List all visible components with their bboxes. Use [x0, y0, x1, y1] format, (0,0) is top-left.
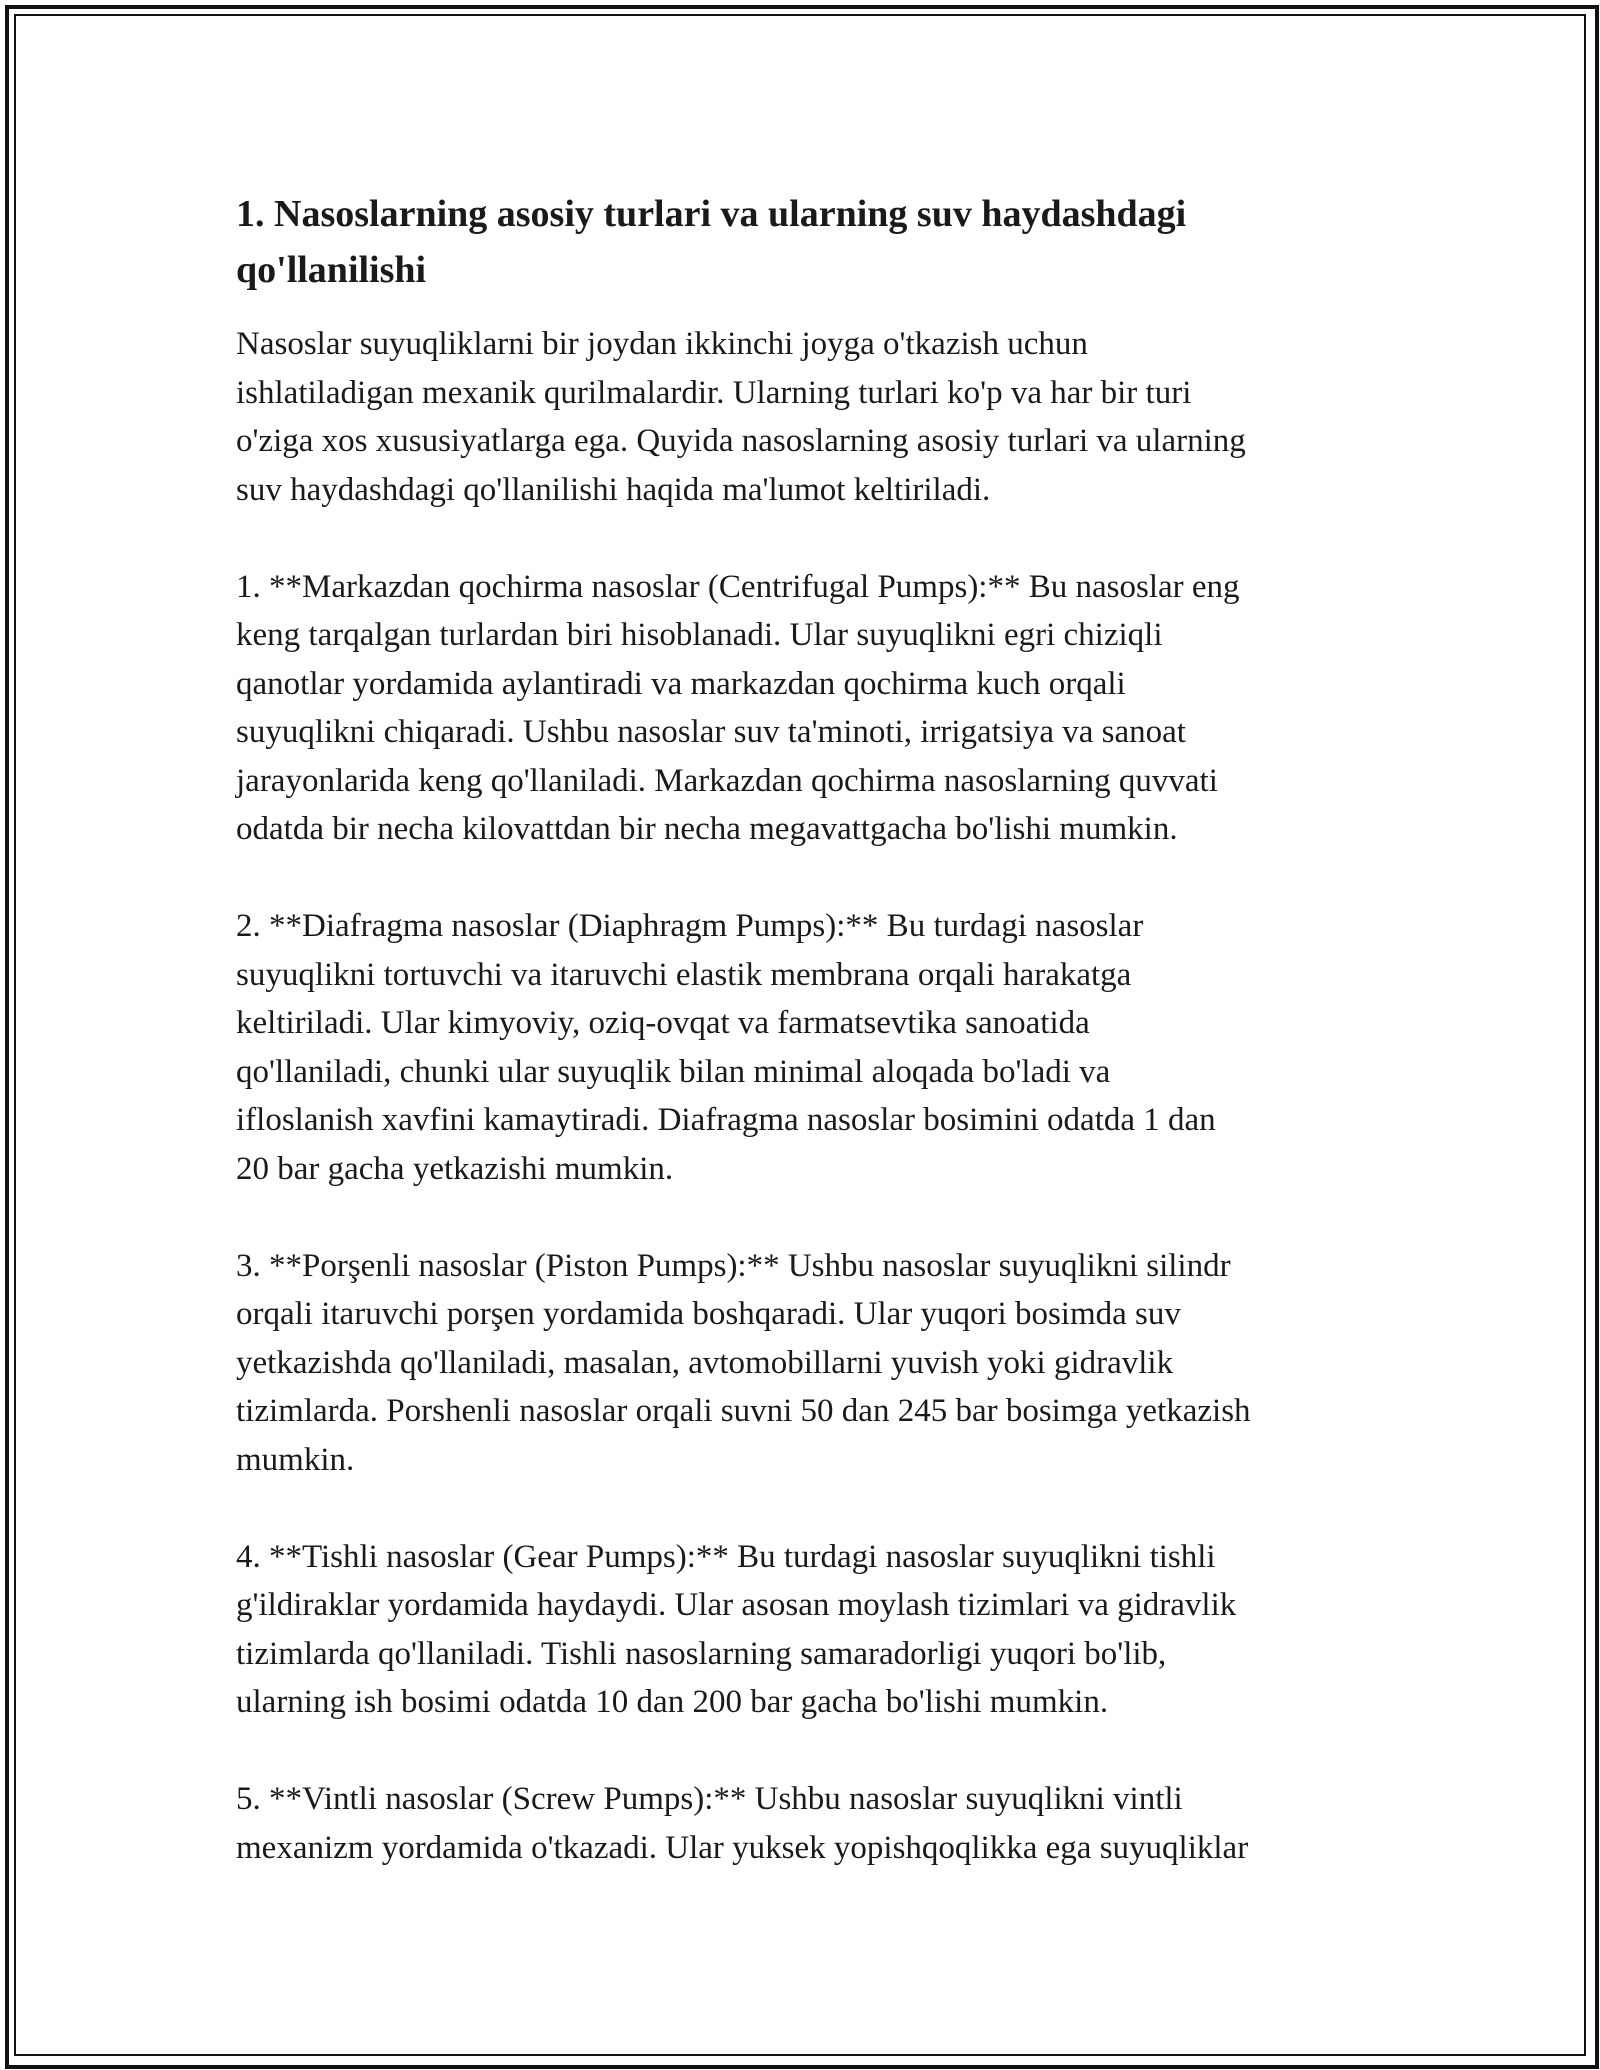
text-line: mumkin.: [236, 1441, 355, 1478]
screw-pumps-paragraph: [236, 1775, 1376, 1872]
diaphragm-pumps-paragraph: [236, 902, 1376, 1193]
text-line: 20 bar gacha yetkazishi mumkin.: [236, 1150, 674, 1187]
text-line: yetkazishda qo'llaniladi, masalan, avtomobillarni yuvish yoki gidravlik: [236, 1344, 1174, 1381]
text-line: suv haydashdagi qo'llanilishi haqida ma'lumot keltiriladi.: [236, 471, 991, 508]
text-line: g'ildiraklar yordamida haydaydi. Ular asosan moylash tizimlari va gidravlik: [236, 1587, 1237, 1623]
text-line: mexanizm yordamida o'tkazadi. Ular yuksek yopishqoqlikka ega suyuqliklar: [236, 1829, 1249, 1866]
centrifugal-pumps-paragraph: [236, 563, 1376, 854]
text-line: keltiriladi. Ular kimyoviy, oziq-ovqat va farmatsevtika sanoatida: [236, 1005, 1090, 1041]
text-line: qo'llaniladi, chunki ular suyuqlik bilan minimal aloqada bo'ladi va: [236, 1053, 1111, 1090]
text-line: qanotlar yordamida aylantiradi va markazdan qochirma kuch orqali: [236, 665, 1126, 702]
text-line: ifloslanish xavfini kamaytiradi. Diafragma nasoslar bosimini odatda 1 dan: [236, 1102, 1216, 1138]
text-line: suyuqlikni chiqaradi. Ushbu nasoslar suv ta'minoti, irrigatsiya va sanoat: [236, 714, 1186, 750]
text-line: orqali itaruvchi porşen yordamida boshqaradi. Ular yuqori bosimda suv: [236, 1296, 1181, 1332]
intro-paragraph: [236, 320, 1376, 514]
text-line: 4. **Tishli nasoslar (Gear Pumps):** Bu turdagi nasoslar suyuqlikni tishli: [236, 1538, 1216, 1575]
piston-pumps-paragraph: [236, 1242, 1376, 1485]
text-line: 5. **Vintli nasoslar (Screw Pumps):** Ushbu nasoslar suyuqlikni vintli: [236, 1781, 1183, 1817]
text-line: 1. **Markazdan qochirma nasoslar (Centrifugal Pumps):** Bu nasoslar eng: [236, 568, 1240, 605]
text-line: tizimlarda. Porshenli nasoslar orqali suvni 50 dan 245 bar bosimga yetkazish: [236, 1393, 1251, 1429]
text-line: suyuqlikni tortuvchi va itaruvchi elastik membrana orqali harakatga: [236, 956, 1132, 993]
text-line: ularning ish bosimi odatda 10 dan 200 bar gacha bo'lishi mumkin.: [236, 1684, 1109, 1720]
text-line: odatda bir necha kilovattdan bir necha megavattgacha bo'lishi mumkin.: [236, 811, 1178, 847]
text-line: jarayonlarida keng qo'llaniladi. Markazdan qochirma nasoslarning quvvati: [236, 762, 1218, 799]
title-line: 1. Nasoslarning asosiy turlari va ularning suv haydashdagi: [236, 193, 1187, 235]
text-line: Nasoslar suyuqliklarni bir joydan ikkinchi joyga o'tkazish uchun: [236, 326, 1088, 362]
gear-pumps-paragraph: [236, 1533, 1376, 1727]
text-line: tizimlarda qo'llaniladi. Tishli nasoslarning samaradorligi yuqori bo'lib,: [236, 1635, 1167, 1672]
text-line: o'ziga xos xususiyatlarga ega. Quyida nasoslarning asosiy turlari va ularning: [236, 423, 1246, 459]
text-line: 2. **Diafragma nasoslar (Diaphragm Pumps):** Bu turdagi nasoslar: [236, 908, 1144, 944]
text-line: ishlatiladigan mexanik qurilmalardir. Ularning turlari ko'p va har bir turi: [236, 374, 1192, 411]
title-line: qo'llanilishi: [236, 249, 427, 291]
text-line: keng tarqalgan turlardan biri hisoblanadi. Ular suyuqlikni egri chiziqli: [236, 617, 1163, 653]
text-line: 3. **Porşenli nasoslar (Piston Pumps):** Ushbu nasoslar suyuqlikni silindr: [236, 1247, 1231, 1284]
document-page: [236, 186, 1376, 1921]
document-title: [236, 186, 1376, 298]
